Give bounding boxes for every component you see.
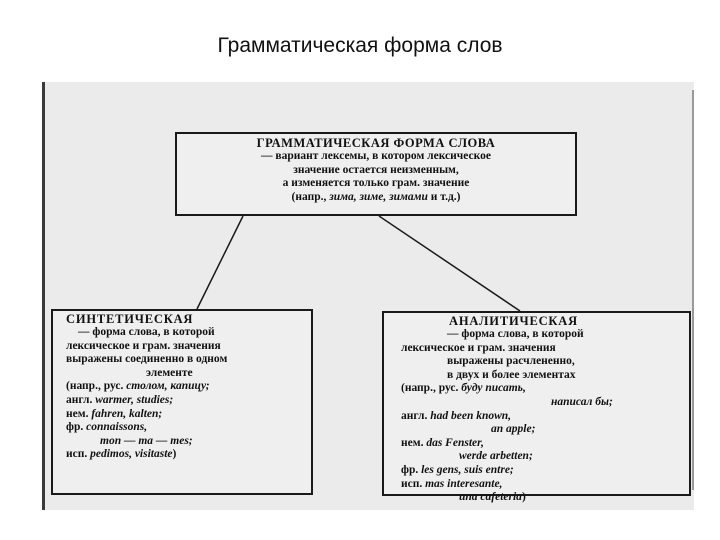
example-words: fahren, kalten;	[91, 407, 163, 420]
analytic-example-sp	[401, 478, 689, 492]
example-lang-label: нем.	[66, 407, 92, 420]
root-example-prefix: (напр.,	[291, 190, 330, 203]
analytic-example-ger	[401, 437, 689, 451]
analytic-form-box	[382, 311, 691, 504]
analytic-example-ger-cont	[401, 450, 689, 464]
root-concept-box	[175, 132, 577, 216]
analytic-example-eng-cont	[401, 423, 689, 437]
example-lang-label: (напр., рус.	[66, 380, 127, 393]
example-words: warmer, studies;	[95, 393, 174, 406]
root-example-words: зима, зиме, зимами	[329, 190, 428, 203]
synthetic-example-ger	[66, 408, 311, 422]
analytic-example-rus-cont	[401, 396, 689, 410]
example-words: una cafeteria	[459, 491, 522, 504]
example-words: mas interesante,	[425, 477, 503, 490]
slide-title: Грамматическая форма слов	[217, 34, 503, 57]
analytic-example-fr	[401, 464, 689, 478]
synthetic-definition-line: выражены соединенно в одном	[66, 353, 228, 366]
example-words: pedimos, visitaste	[90, 448, 173, 461]
root-example-line	[177, 191, 575, 205]
synthetic-heading: СИНТЕТИЧЕСКАЯ	[66, 312, 194, 326]
example-words: an apple;	[491, 423, 536, 436]
synthetic-form-box	[51, 309, 313, 495]
analytic-definition-line: лексическое и грам. значения	[401, 341, 556, 354]
example-words: столом, капицу;	[126, 380, 210, 393]
example-lang-label: исп.	[401, 477, 426, 490]
example-lang-label: нем.	[401, 436, 427, 449]
example-words: connaissons,	[86, 421, 148, 434]
connector-right	[379, 216, 520, 311]
example-words: буду писать,	[461, 382, 526, 395]
root-example-suffix: и т.д.)	[427, 190, 461, 203]
analytic-heading: АНАЛИТИЧЕСКАЯ	[449, 314, 578, 328]
example-words: mon — ma — mes;	[100, 434, 193, 447]
example-lang-label: англ.	[401, 409, 431, 422]
example-words: had been known,	[430, 409, 512, 422]
example-lang-label: англ.	[66, 393, 96, 406]
example-lang-label: фр.	[401, 463, 422, 476]
synthetic-example-sp	[66, 448, 311, 462]
root-definition-line: — вариант лексемы, в котором лексическое	[261, 150, 491, 162]
example-words: das Fenster,	[426, 436, 484, 449]
analytic-definition-line: в двух и более элементах	[447, 368, 576, 381]
scanned-diagram	[42, 82, 694, 510]
root-definition-line: а изменяется только грам. значение	[282, 177, 470, 189]
example-words: les gens, suis entre;	[421, 463, 514, 476]
synthetic-example-fr	[66, 421, 311, 435]
example-close-paren: )	[521, 491, 526, 504]
analytic-example-rus	[401, 382, 689, 396]
synthetic-definition-line: элементе	[146, 366, 193, 379]
synthetic-example-rus	[66, 380, 311, 394]
example-close-paren: )	[172, 448, 177, 461]
example-lang-label: фр.	[66, 421, 87, 434]
connector-left	[197, 216, 243, 309]
example-words: написал бы;	[551, 395, 613, 408]
analytic-example-eng	[401, 410, 689, 424]
example-lang-label: исп.	[66, 448, 91, 461]
example-lang-label: (напр., рус.	[401, 382, 462, 395]
root-definition-line: значение остается неизменным,	[293, 163, 459, 176]
analytic-definition-line: выражены расчлененно,	[447, 355, 575, 368]
synthetic-definition-line: лексическое и грам. значения	[66, 339, 221, 352]
synthetic-example-fr-cont	[66, 435, 311, 449]
example-words: werde arbetten;	[459, 450, 533, 463]
synthetic-example-eng	[66, 394, 311, 408]
synthetic-definition-line: — форма слова, в которой	[78, 326, 215, 338]
analytic-definition-line: — форма слова, в которой	[447, 328, 584, 340]
root-heading: ГРАММАТИЧЕСКАЯ ФОРМА СЛОВА	[256, 136, 496, 150]
analytic-example-sp-cont	[401, 491, 689, 505]
